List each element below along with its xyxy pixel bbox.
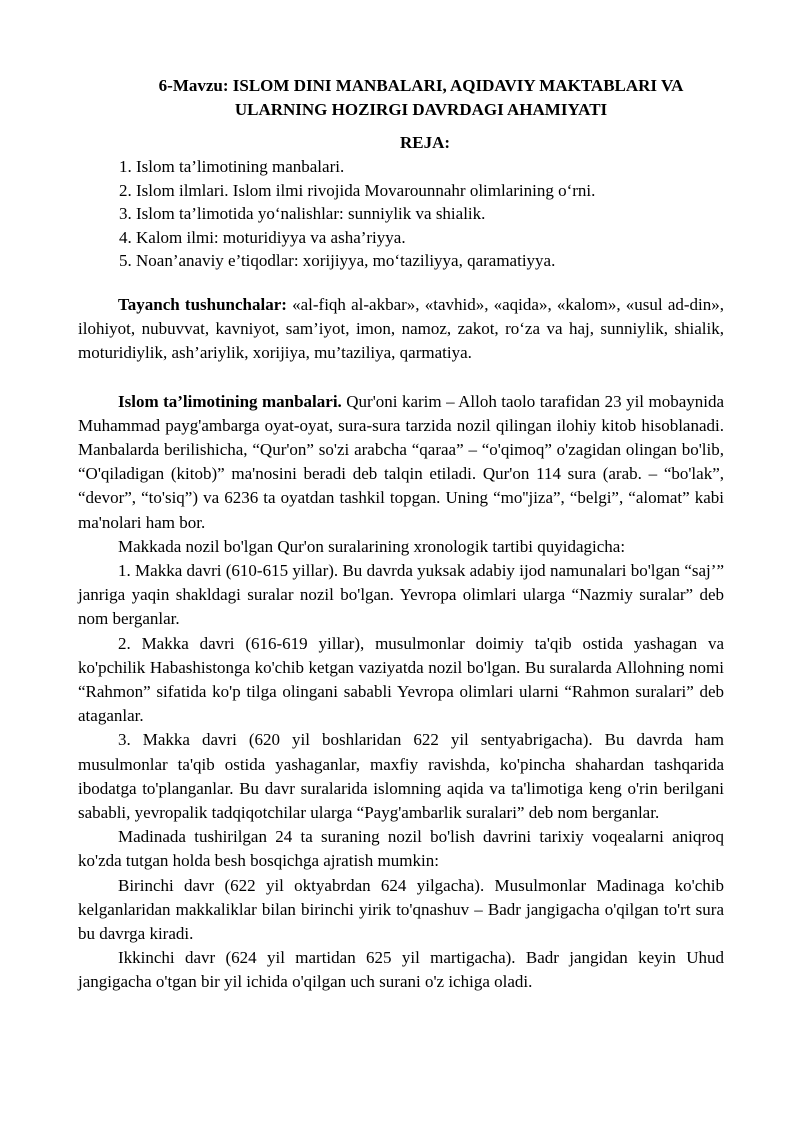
body-paragraph: Ikkinchi davr (624 yil martidan 625 yil martigacha). Badr jangidan keyin Uhud jangigacha o'tgan bir yil ichida o'qilgan uch surani o'z ichiga oladi. [78, 948, 724, 992]
keywords-text: «al-fiqh al-akbar», «tavhid», «aqida», «kalom», «usul ad-din», ilohiyot, nubuvvat, kavniyot, sam’iyot, imon, namoz, zakot, ro‘za va haj, sunniylik, shialik, moturidiylik, ash’ariylik, xorijiya, mu’taziliya, qarmatiya. [78, 294, 724, 363]
title-line-2: ULARNING HOZIRGI DAVRDAGI AHAMIYATI [234, 100, 608, 119]
keywords-paragraph [78, 293, 724, 366]
plan-list [78, 155, 724, 273]
plan-heading: REJA: [399, 133, 451, 152]
body-paragraph: Makkada nozil bo'lgan Qur'on suralarining xronologik tartibi quyidagicha: [118, 536, 626, 556]
title-line-1: 6-Mavzu: ISLOM DINI MANBALARI, AQIDAVIY MAKTABLARI VA [158, 76, 684, 95]
body-paragraph: 2. Makka davri (616-619 yillar), musulmonlar doimiy ta'qib ostida yashagan va ko'pchilik Habashistonga ko'chib ketgan vaziyatda nozil bo'lgan. Bu suralarda Allohning nomi “Rahmon” sifatida ko'p tilga olingani sababli Yevropa olimlari ularni “Rahmon suralari” deb ataganlar. [78, 633, 724, 726]
body-paragraph: Birinchi davr (622 yil oktyabrdan 624 yilgacha). Musulmonlar Madinaga ko'chib kelganlaridan makkaliklar bilan birinchi yirik to'qnashuv – Badr jangigacha o'qilgan to'rt sura bu davrga kiradi. [78, 875, 724, 944]
document-title [78, 74, 724, 122]
plan-item: 3. Islom ta’limotida yo‘nalishlar: sunniylik va shialik. [119, 204, 486, 224]
body-paragraph: 1. Makka davri (610-615 yillar). Bu davrda yuksak adabiy ijod namunalari bo'lgan “saj’” janriga yaqin shakldagi suralar nozil bo'lgan. Yevropa olimlari ularga “Nazmiy suralar” deb nom berganlar. [78, 561, 724, 629]
document-page [78, 74, 724, 995]
keywords-label: Tayanch tushunchalar: [118, 294, 287, 314]
plan-item: 5. Noan’anaviy e’tiqodlar: xorijiyya, mo‘taziliyya, qaramatiyya. [119, 251, 556, 271]
body-paragraph: 3. Makka davri (620 yil boshlaridan 622 yil sentyabrigacha). Bu davrda ham musulmonlar ta'qib ostida yashaganlar, maxfiy ravishda, ko'pincha shahardan tashqarida ibodatga to'planganlar. Bu davr suralarida islomning aqida va ta'limotiga keng o'rin berilgani sababli, yevropalik tadqiqotchilar ularga “Payg'ambarlik suralari” deb nom berganlar. [78, 730, 724, 823]
section-paragraph [78, 390, 724, 535]
section-text: Qur'oni karim – Alloh taolo tarafidan 23 yil mobaynida Muhammad payg'ambarga oyat-oyat, sura-sura tarzida nozil qilingan ilohiy kitob hisoblanadi. Manbalarda berilishicha, “Qur'on” so'zi arabcha “qaraa” – “o'qimoq” o'zagidan olingan bo'lib, “O'qiladigan (kitob)” ma'nosini beradi deb talqin etiladi. Qur'on 114 sura (arab. – “bo'lak”, “devor”, “to'siq”) va 6236 ta oyatdan tashkil topgan. Uning “mo''jiza”, “belgi”, “alomat” kabi ma'nolari ham bor. [78, 391, 725, 532]
plan-item: 4. Kalom ilmi: moturidiyya va asha’riyya. [119, 227, 406, 247]
plan-item: 2. Islom ilmlari. Islom ilmi rivojida Movarounnahr olimlarining o‘rni. [119, 180, 596, 200]
body-paragraph: Madinada tushirilgan 24 ta suraning nozil bo'lish davrini tarixiy voqealarni aniqroq ko'zda tutgan holda besh bosqichga ajratish mumkin: [78, 827, 724, 871]
section-heading: Islom ta’limotining manbalari. [118, 391, 342, 411]
plan-item: 1. Islom ta’limotining manbalari. [119, 157, 345, 176]
